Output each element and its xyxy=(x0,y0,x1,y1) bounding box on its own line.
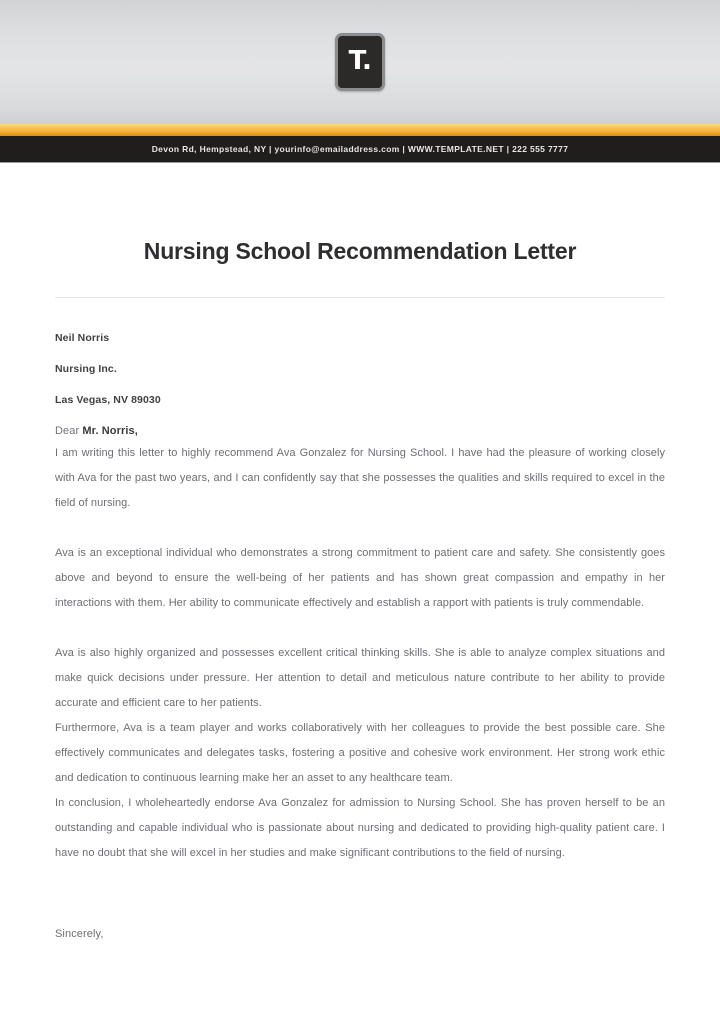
title-divider xyxy=(55,297,665,298)
contact-info-bar xyxy=(0,136,720,163)
body-paragraph-2: Ava is an exceptional individual who demonstrates a strong commitment to patient care and safety. She consistently goes above and beyond to ensure the well-being of her patients and has shown great compassion and empathy in her interactions with them. Her ability to communicate effectively and establish a rapport with patients is truly commendable. xyxy=(55,547,665,609)
recipient-company: Nursing Inc. xyxy=(55,363,117,375)
recipient-name: Neil Norris xyxy=(55,332,110,344)
orange-accent-bar xyxy=(0,124,720,136)
body-paragraph-4: Furthermore, Ava is a team player and works collaboratively with her colleagues to provide the best possible care. She effectively communicates and delegates tasks, fostering a positive and cohesive work environment. Her strong work ethic and dedication to continuous learning make her an asset to any healthcare team. xyxy=(55,722,665,784)
closing-line: Sincerely, xyxy=(55,928,104,940)
template-t-logo-icon xyxy=(335,33,385,91)
salutation-line xyxy=(55,425,665,437)
body-paragraph-3: Ava is also highly organized and possesses excellent critical thinking skills. She is able to analyze complex situations and make quick decisions under pressure. Her attention to detail and meticulous nature contribute to her ability to provide accurate and efficient care to her patients. xyxy=(55,647,665,709)
salutation-greeting: Dear xyxy=(55,425,80,437)
salutation-recipient: Mr. Norris, xyxy=(82,425,138,437)
page-title: Nursing School Recommendation Letter xyxy=(143,238,577,264)
recipient-location: Las Vegas, NV 89030 xyxy=(55,394,161,406)
letter-body xyxy=(0,238,720,940)
body-paragraph-1: I am writing this letter to highly recommend Ava Gonzalez for Nursing School. I have had the pleasure of working closely with Ava for the past two years, and I can confidently say that she possesses the qualities and skills required to excel in the field of nursing. xyxy=(55,447,665,509)
contact-info-text: Devon Rd, Hempstead, NY | yourinfo@emailaddress.com | WWW.TEMPLATE.NET | 222 555 7777 xyxy=(151,144,569,154)
body-paragraph-5: In conclusion, I wholeheartedly endorse Ava Gonzalez for admission to Nursing School. She has proven herself to be an outstanding and capable individual who is passionate about nursing and dedicated to providing high-quality patient care. I have no doubt that she will excel in her studies and make significant contributions to the field of nursing. xyxy=(55,797,665,859)
letterhead-banner xyxy=(0,0,720,124)
logo-wordmark: T. xyxy=(348,46,372,76)
